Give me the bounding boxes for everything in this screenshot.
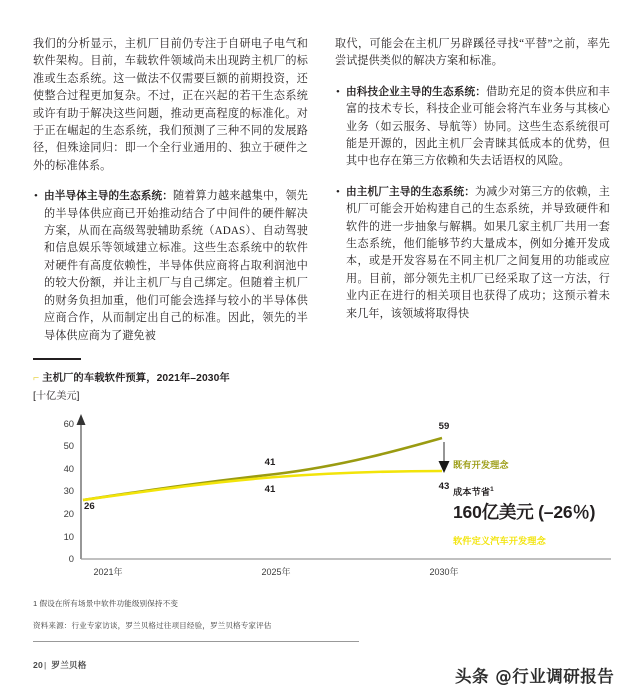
svg-text:20: 20 [63, 508, 74, 519]
chart [33, 409, 611, 584]
publisher-name: 罗兰贝格 [51, 660, 87, 670]
page-footer [33, 659, 87, 671]
legend-existing-concept: 既有开发理念 [453, 460, 509, 470]
svg-text:2030年: 2030年 [429, 567, 459, 577]
bullet-tech-company [335, 84, 610, 171]
legend-sdv-concept: 软件定义汽车开发理念 [453, 536, 546, 546]
bullet-lead: 由主机厂主导的生态系统： [346, 185, 476, 198]
label-start: 26 [84, 501, 95, 512]
left-column [33, 36, 308, 345]
svg-text:2021年: 2021年 [93, 567, 123, 577]
bullet-text: 借助充足的资本供应和丰富的技术专长，科技企业可能会将汽车业务与其核心业务（如云服务、导航等）协同。这些生态系统很可能是开源的，因此主机厂会青睐其低成本的优势，但其中也存在第三方依赖和失去话语权的风险。 [346, 85, 610, 168]
bullet-marker: • [336, 185, 340, 198]
label-existing-2025: 41 [264, 457, 276, 468]
svg-text:0: 0 [68, 553, 74, 564]
x-tick-labels [93, 566, 458, 577]
svg-text:2025年: 2025年 [261, 567, 291, 577]
y-tick-labels [64, 418, 74, 564]
legend-savings-label [453, 484, 611, 498]
notes-bottom-rule [33, 641, 359, 642]
chart-legend [453, 457, 611, 547]
intro-paragraph: 我们的分析显示，主机厂目前仍专注于自研电子电气和软件架构。目前，车载软件领域尚未出现跨主机厂的标准或生态系统。这一做法不仅需要巨额的前期投资，还使整合过程更加复杂。不过，正在兴起的若干生态系统或许有助于解决这些问题，推动更高程度的标准化。对于正在崛起的生态系统，我们预测了三种不同的发展路径，但殊途同归：即一个全行业通用的、独立于硬件之外的标准体系。 [33, 38, 308, 172]
bullet-lead: 由半导体主导的生态系统： [44, 190, 174, 203]
exhibit-notes [33, 598, 611, 642]
exhibit [33, 358, 611, 584]
source-line: 资料来源：行业专家访谈，罗兰贝格过往项目经验，罗兰贝格专家评估 [33, 621, 272, 630]
svg-text:50: 50 [63, 440, 74, 451]
continued-paragraph: 取代，可能会在主机厂另辟蹊径寻找“平替”之前，率先尝试提供类似的解决方案和标准。 [335, 38, 610, 68]
footer-separator: | [43, 660, 47, 670]
right-column [335, 36, 610, 345]
exhibit-title-text: 主机厂的车载软件预算，2021年–2030年 [42, 373, 230, 384]
label-existing-2030: 59 [438, 421, 450, 432]
page-number: 20 [33, 660, 43, 670]
legend-savings-value: 160亿美元 (–26％) [453, 502, 596, 522]
svg-text:40: 40 [63, 463, 74, 474]
series-line-existing [83, 438, 442, 500]
y-axis-arrowhead [77, 414, 86, 425]
label-sdv-2025: 41 [264, 484, 276, 495]
svg-text:30: 30 [63, 485, 74, 496]
bullet-marker: • [336, 85, 340, 98]
watermark: 头条 @行业调研报告 [455, 667, 615, 686]
exhibit-unit: [十亿美元] [33, 391, 80, 402]
bullet-text: 为减少对第三方的依赖，主机厂可能会开始构建自己的生态系统，并导致硬件和软件的进一步抽象与解耦。如果几家主机厂共用一套生态系统，他们能够节约大量成本，例如分摊开发成本，或是开发容易在不同主机厂之间复用的功能或应用。目前，部分领先主机厂已经采取了这一方法，行业内正在进行的相关项目也获得了成功；这预示着未来几年，该领域将取得快 [346, 185, 611, 320]
bullet-lead: 由科技企业主导的生态系统： [346, 85, 487, 98]
article-body [33, 36, 611, 345]
svg-text:60: 60 [63, 418, 74, 429]
bullet-semiconductor [33, 188, 308, 345]
bullet-text: 随着算力越来越集中，领先的半导体供应商已开始推动结合了中间件的硬件解决方案，从而在高级驾驶辅助系统（ADAS）、自动驾驶和信息娱乐等领域建立标准。这些生态系统中的软件对硬件有高度依赖性，半导体供应商将占取利润池中的较大份额，并让主机厂与自己绑定。但随着主机厂的财务负担加重，他们可能会选择与较小的半导体供应商合作，从而制定出自己的标准。因此，领先的半导体供应商为了避免被 [44, 190, 309, 342]
bullet-marker: • [34, 190, 38, 203]
footnote-1: 1 假设在所有场景中软件功能级别保持不变 [33, 599, 179, 608]
title-marker-icon: ⌐ [33, 372, 40, 384]
savings-text: 成本节省 [453, 487, 491, 497]
exhibit-top-rule [33, 358, 81, 360]
label-sdv-2030: 43 [438, 481, 450, 492]
svg-text:10: 10 [63, 531, 74, 542]
data-labels [84, 421, 449, 512]
exhibit-title [33, 369, 611, 384]
savings-footnote-marker: 1 [490, 485, 494, 493]
bullet-oem [335, 184, 610, 323]
